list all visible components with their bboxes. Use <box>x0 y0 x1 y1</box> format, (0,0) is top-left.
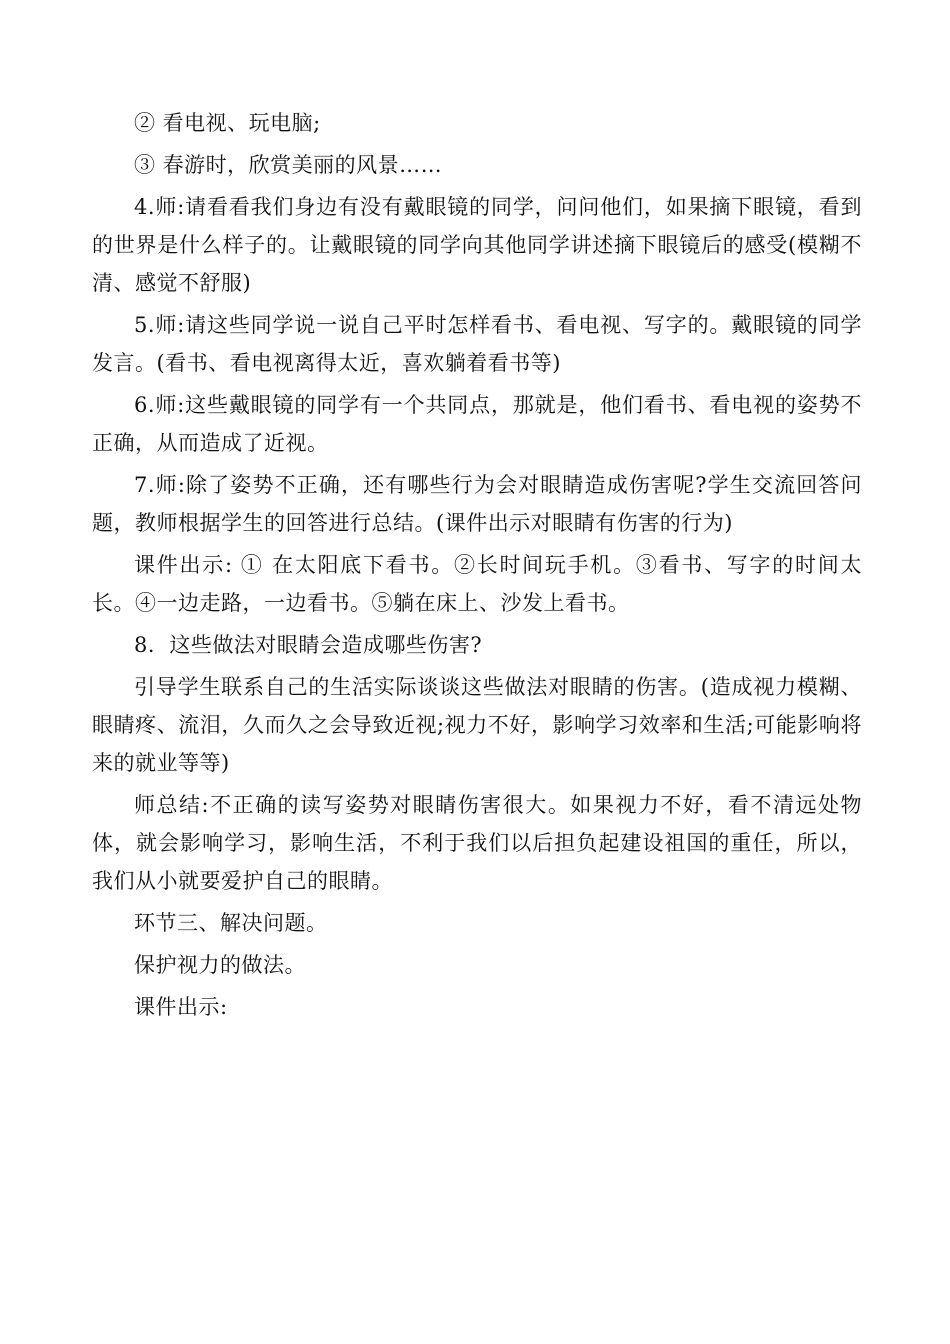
paragraph-6: 7.师:除了姿势不正确，还有哪些行为会对眼睛造成伤害呢?学生交流回答问题，教师根据学生的回答进行总结。(课件出示对眼睛有伤害的行为) <box>92 473 862 535</box>
paragraph-3: 4.师:请看看我们身边有没有戴眼镜的同学，问问他们，如果摘下眼镜，看到的世界是什么样子的。让戴眼镜的同学向其他同学讲述摘下眼镜后的感受(模糊不清、感觉不舒服) <box>92 195 862 295</box>
paragraph-1: ② 看电视、玩电脑; <box>134 111 321 135</box>
paragraph-7: 课件出示: ① 在太阳底下看书。②长时间玩手机。③看书、写字的时间太长。④一边走路，一边看书。⑤躺在床上、沙发上看书。 <box>92 553 862 615</box>
document-body <box>92 104 862 1026</box>
paragraph-10: 师总结:不正确的读写姿势对眼睛伤害很大。如果视力不好，看不清远处物体，就会影响学习，影响生活，不利于我们以后担负起建设祖国的重任，所以，我们从小就要爱护自己的眼睛。 <box>92 793 862 893</box>
paragraph-9: 引导学生联系自己的生活实际谈谈这些做法对眼睛的伤害。(造成视力模糊、眼睛疼、流泪，久而久之会导致近视;视力不好，影响学习效率和生活;可能影响将来的就业等等) <box>92 675 862 775</box>
paragraph-11: 环节三、解决问题。 <box>134 911 328 935</box>
paragraph-8: 8．这些做法对眼睛会造成哪些伤害? <box>134 633 483 657</box>
paragraph-13: 课件出示: <box>134 995 228 1019</box>
paragraph-2: ③ 春游时，欣赏美丽的风景…… <box>134 153 443 177</box>
paragraph-4: 5.师:请这些同学说一说自己平时怎样看书、看电视、写字的。戴眼镜的同学发言。(看书、看电视离得太近，喜欢躺着看书等) <box>92 313 862 375</box>
paragraph-12: 保护视力的做法。 <box>134 953 306 977</box>
paragraph-5: 6.师:这些戴眼镜的同学有一个共同点，那就是，他们看书、看电视的姿势不正确，从而造成了近视。 <box>92 393 862 455</box>
